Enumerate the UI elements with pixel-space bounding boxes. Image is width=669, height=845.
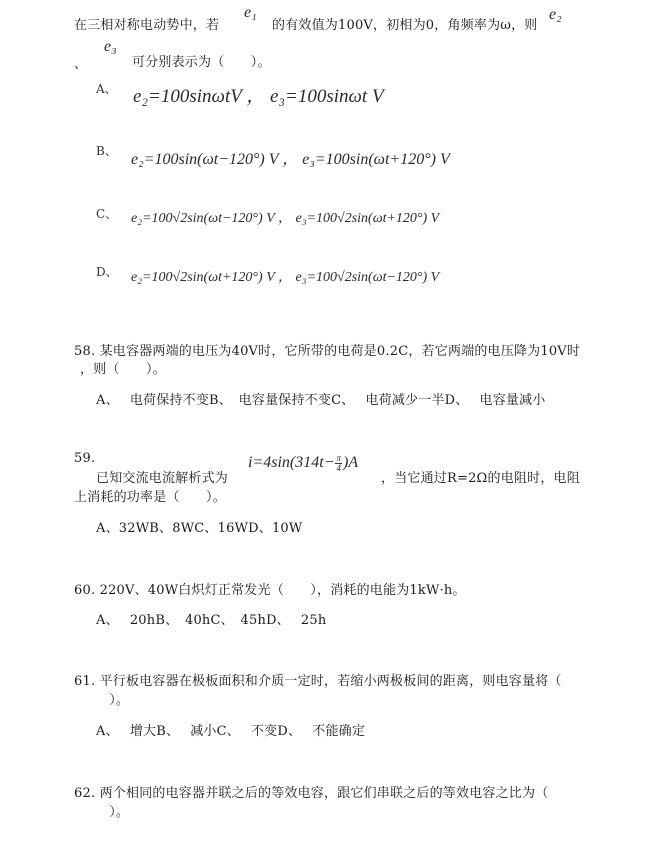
q61-stem-line2: ）。	[96, 693, 130, 708]
q60-stem-line1: 60. 220V、40W白炽灯正常发光（ ），消耗的电能为1kW·h。	[74, 583, 466, 598]
q57-option-b-formula: e₂=100sin(ωt−120°) V ， e₃=100sin(ωt+120°) V	[131, 151, 450, 168]
q59-stem-part2: ，当它通过R=2Ω的电阻时，电阻	[381, 471, 580, 486]
q59-formula-prefix: i=4sin(314t−	[248, 454, 335, 472]
q61-options: A、 增大B、 减小C、 不变D、 不能确定	[96, 724, 366, 739]
q58-stem-line1: 58. 某电容器两端的电压为40V时，它所带的电荷是0.2C，若它两端的电压降为10V时	[74, 344, 581, 359]
q59-fraction-denominator: 4	[336, 463, 341, 473]
q62-stem-line1: 62. 两个相同的电容器并联之后的等效电容，跟它们串联之后的等效电容之比为（	[74, 786, 549, 801]
q60-options: A、 20hB、 40hC、 45hD、 25h	[96, 613, 327, 628]
q57-option-a-formula: e₂=100sinωtV ， e₃=100sinωt V	[133, 86, 384, 107]
q59-stem-line2: 上消耗的功率是（ ）。	[74, 490, 226, 505]
q57-stem-part3: 可分别表示为（ ）。	[132, 55, 271, 70]
q57-symbol-e2: e₂	[549, 6, 562, 23]
q59-formula-fraction	[335, 454, 342, 473]
q57-stem-part2: 的有效值为100V，初相为0，角频率为ω，则	[272, 18, 538, 33]
q57-symbol-e1: e₁	[244, 4, 257, 21]
q57-option-a-label: A、	[96, 82, 117, 96]
q57-separator: 、	[74, 57, 88, 72]
q57-option-c-label: C、	[96, 207, 118, 221]
q59-number: 59.	[74, 451, 96, 466]
q59-fraction-numerator: π	[336, 453, 341, 463]
q62-stem-line2: ）。	[96, 805, 130, 820]
q58-stem-line2: ，则（ ）。	[80, 362, 166, 377]
q57-option-c-formula: e₂=100√2sin(ωt−120°) V ， e₃=100√2sin(ωt+120°) V	[131, 211, 440, 226]
q59-formula-suffix: )A	[343, 454, 359, 472]
q57-option-b-label: B、	[96, 144, 117, 158]
q57-option-d-formula: e₂=100√2sin(ωt+120°) V ， e₃=100√2sin(ωt−120°) V	[131, 270, 440, 285]
q59-stem-part1: 已知交流电流解析式为	[96, 471, 229, 486]
q57-option-d-label: D、	[96, 265, 118, 279]
q59-formula	[248, 454, 358, 473]
q57-stem-part1: 在三相对称电动势中，若	[74, 18, 220, 33]
q61-stem-line1: 61. 平行板电容器在极板面积和介质一定时，若缩小两极板间的距离，则电容量将（	[74, 674, 562, 689]
q58-options: A、 电荷保持不变B、 电容量保持不变C、 电荷减少一半D、 电容量减小	[96, 393, 546, 408]
q57-symbol-e3: e₃	[104, 38, 117, 55]
q59-options: A、32WB、8WC、16WD、10W	[96, 521, 303, 536]
